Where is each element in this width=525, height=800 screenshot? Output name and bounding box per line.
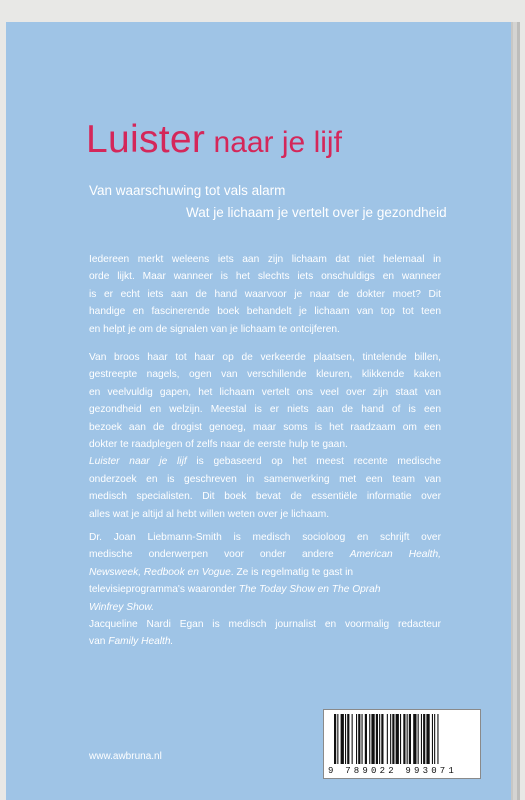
text-line: Jacqueline Nardi Egan is medisch journalist en voormalig redacteur (89, 619, 441, 631)
barcode-bar (434, 714, 435, 764)
barcode-bar (423, 714, 425, 764)
barcode-bar (362, 714, 363, 764)
text-line: onderzoek en is geschreven in samenwerking met een team van (89, 473, 441, 485)
barcode-bar (371, 714, 374, 764)
isbn-number: 9 789022 993071 (328, 766, 458, 776)
text-line: gestreepte nagels, ogen van verschillende kleuren, klikkende kaken (89, 369, 441, 381)
book-back-cover (6, 22, 511, 800)
barcode-box (323, 709, 481, 779)
barcode-bar (400, 714, 401, 764)
barcode-bar (437, 714, 438, 764)
barcode-bar (341, 714, 344, 764)
text-line: Newsweek, Redbook en Vogue. Ze is regelmatig te gast in (89, 566, 354, 578)
text-line: Winfrey Show. (89, 601, 155, 613)
barcode-bar (421, 714, 422, 764)
blurb-paragraph-2 (89, 349, 441, 523)
text-line: alles wat je altijd al hebt willen weten over je lichaam. (89, 508, 330, 520)
barcode-bar (387, 714, 388, 764)
barcode-bar (347, 714, 349, 764)
text-line: van Family Health. (89, 636, 174, 648)
barcode-bar (418, 714, 419, 764)
subtitle-2: Wat je lichaam je vertelt over je gezondheid (186, 205, 447, 220)
text-line: Van broos haar tot haar op de verkeerde plaatsen, tintelende billen, (89, 352, 441, 363)
publisher-website: www.awbruna.nl (89, 751, 162, 762)
barcode-bar (432, 714, 433, 764)
barcode-bar (407, 714, 408, 764)
text-line: gezondheid en welzijn. Meestal is er niets aan de hand of is een (89, 404, 441, 416)
barcode-bar (390, 714, 391, 764)
text-line: medisch specialisten. Dit boek bevat de essentiële informatie over (89, 491, 441, 503)
text-line: medische onderwerpen voor onder andere American Health, (89, 549, 441, 561)
blurb-paragraph-1 (89, 251, 441, 338)
barcode-bar (337, 714, 338, 764)
barcode-bar (426, 714, 429, 764)
text-line: televisieprogramma's waaronder The Today Show en The Oprah (89, 584, 381, 596)
barcode-bar (409, 714, 411, 764)
title-rest: naar je lijf (205, 126, 342, 159)
barcode-bar (381, 714, 383, 764)
barcode-bar (345, 714, 346, 764)
text-line: bezoek aan de drogist genoeg, maar soms is het raadzaam om een (89, 421, 441, 433)
barcode-bar (376, 714, 378, 764)
barcode-bar (396, 714, 399, 764)
text-line: Luister naar je lijf is gebaseerd op het meest recente medische (89, 456, 441, 468)
title-word-luister: Luister (86, 118, 206, 161)
text-line: en veelvuldig gapen, het lichaam vertelt ons veel over zijn staat van (89, 386, 441, 398)
book-title-italic: Luister naar je lijf (89, 456, 187, 468)
text-line: is er echt iets aan de hand waarvoor je naar de dokter moet? Dit (89, 288, 441, 300)
subtitle-1: Van waarschuwing tot vals alarm (89, 183, 286, 198)
book-title (86, 120, 342, 163)
text-line: Dr. Joan Liebmann-Smith is medisch socioloog en schrijft over (89, 532, 441, 543)
barcode-bar (358, 714, 360, 764)
barcode-bar (392, 714, 394, 764)
barcode-bar (413, 714, 416, 764)
text-line: dokter te raadplegen of zelfs naar de eerste hulp te gaan. (89, 439, 348, 451)
barcode-bar (379, 714, 380, 764)
text-line: Iedereen merkt weleens iets aan zijn lichaam dat niet helemaal in (89, 254, 441, 265)
author-bio-paragraph (89, 529, 441, 651)
barcode-bar (365, 714, 367, 764)
barcode-bar (352, 714, 353, 764)
barcode-bar (369, 714, 370, 764)
barcode-icon (334, 714, 472, 764)
barcode-bar (403, 714, 405, 764)
text-line: orde lijkt. Maar wanneer is het slechts iets onschuldigs en wanneer (89, 271, 441, 283)
barcode-bar (356, 714, 357, 764)
text-line: en helpt je om de signalen van je lichaam te ontcijferen. (89, 323, 340, 335)
barcode-bar (334, 714, 336, 764)
text-line: handige en fascinerende boek behandelt je lichaam van top tot teen (89, 306, 441, 318)
